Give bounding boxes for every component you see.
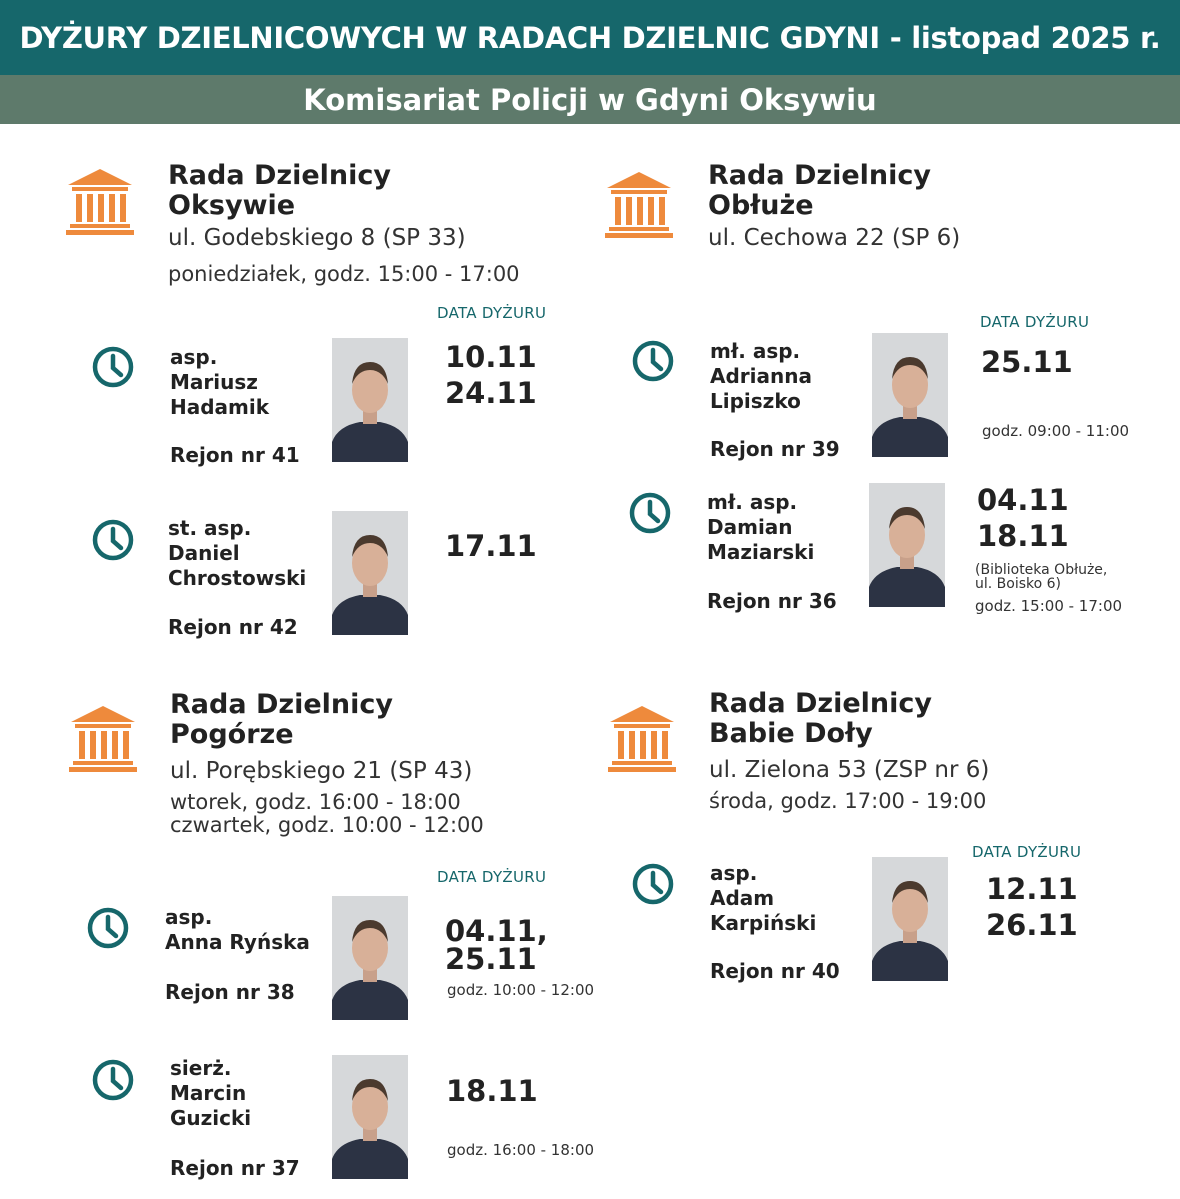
station-subtitle: Komisariat Policji w Gdyni Oksywiu: [0, 75, 1180, 124]
officer-name: st. asp. Daniel Chrostowski: [168, 516, 307, 590]
officer-name: asp. Mariusz Hadamik: [170, 345, 270, 419]
council-hours: poniedziałek, godz. 15:00 - 17:00: [168, 262, 520, 286]
officer-rejon: Rejon nr 38: [165, 980, 295, 1004]
building-icon: [606, 703, 678, 775]
officer-photo: [869, 483, 945, 607]
officer-rejon: Rejon nr 37: [170, 1156, 300, 1180]
council-hours: środa, godz. 17:00 - 19:00: [709, 789, 987, 813]
council-hours: wtorek, godz. 16:00 - 18:00 czwartek, godz. 10:00 - 12:00: [170, 790, 484, 837]
duty-dates: 10.11 24.11: [445, 340, 537, 410]
clock-icon: [91, 1058, 135, 1102]
clock-icon: [86, 906, 130, 950]
council-title-obluze: Rada Dzielnicy Obłuże: [708, 160, 931, 221]
council-title-babie-doly: Rada Dzielnicy Babie Doły: [709, 688, 932, 749]
officer-name: mł. asp. Damian Maziarski: [707, 490, 815, 564]
clock-icon: [631, 862, 675, 906]
data-label: DATA DYŻURU: [972, 843, 1082, 861]
officer-photo: [332, 511, 408, 635]
duty-time: godz. 09:00 - 11:00: [982, 422, 1130, 440]
council-address: ul. Godebskiego 8 (SP 33): [168, 225, 466, 251]
clock-icon: [628, 491, 672, 535]
officer-rejon: Rejon nr 39: [710, 437, 840, 461]
duty-dates: 17.11: [445, 529, 537, 563]
council-address: ul. Porębskiego 21 (SP 43): [170, 758, 473, 784]
officer-name: asp. Anna Ryńska: [165, 905, 310, 954]
council-address: ul. Zielona 53 (ZSP nr 6): [709, 757, 990, 783]
officer-photo: [332, 1055, 408, 1179]
duty-dates: 25.11: [981, 345, 1073, 379]
duty-dates: 04.11, 25.11: [445, 914, 548, 976]
officer-photo: [872, 333, 948, 457]
officer-rejon: Rejon nr 41: [170, 443, 300, 467]
officer-photo: [872, 857, 948, 981]
clock-icon: [631, 339, 675, 383]
data-label: DATA DYŻURU: [437, 304, 547, 322]
officer-photo: [332, 338, 408, 462]
officer-name: asp. Adam Karpiński: [710, 861, 817, 935]
duty-location-note: (Biblioteka Obłuże, ul. Boisko 6): [975, 562, 1108, 592]
duty-dates: 12.11 26.11: [986, 872, 1078, 942]
officer-name: mł. asp. Adrianna Lipiszko: [710, 339, 812, 413]
duty-time: godz. 16:00 - 18:00: [447, 1141, 595, 1159]
council-title-pogorze: Rada Dzielnicy Pogórze: [170, 689, 393, 750]
clock-icon: [91, 518, 135, 562]
data-label: DATA DYŻURU: [980, 313, 1090, 331]
building-icon: [64, 166, 136, 238]
council-title-oksywie: Rada Dzielnicy Oksywie: [168, 160, 391, 221]
duty-dates: 18.11: [446, 1074, 538, 1108]
building-icon: [67, 703, 139, 775]
officer-photo: [332, 896, 408, 1020]
clock-icon: [91, 345, 135, 389]
duty-dates: 04.11 18.11: [977, 483, 1069, 553]
page-title: DYŻURY DZIELNICOWYCH W RADACH DZIELNIC GDYNI - listopad 2025 r.: [0, 0, 1180, 75]
duty-time: godz. 10:00 - 12:00: [447, 981, 595, 999]
officer-rejon: Rejon nr 36: [707, 589, 837, 613]
officer-name: sierż. Marcin Guzicki: [170, 1056, 252, 1130]
council-address: ul. Cechowa 22 (SP 6): [708, 225, 961, 251]
officer-rejon: Rejon nr 42: [168, 615, 298, 639]
duty-time: godz. 15:00 - 17:00: [975, 597, 1123, 615]
building-icon: [603, 169, 675, 241]
data-label: DATA DYŻURU: [437, 868, 547, 886]
officer-rejon: Rejon nr 40: [710, 959, 840, 983]
